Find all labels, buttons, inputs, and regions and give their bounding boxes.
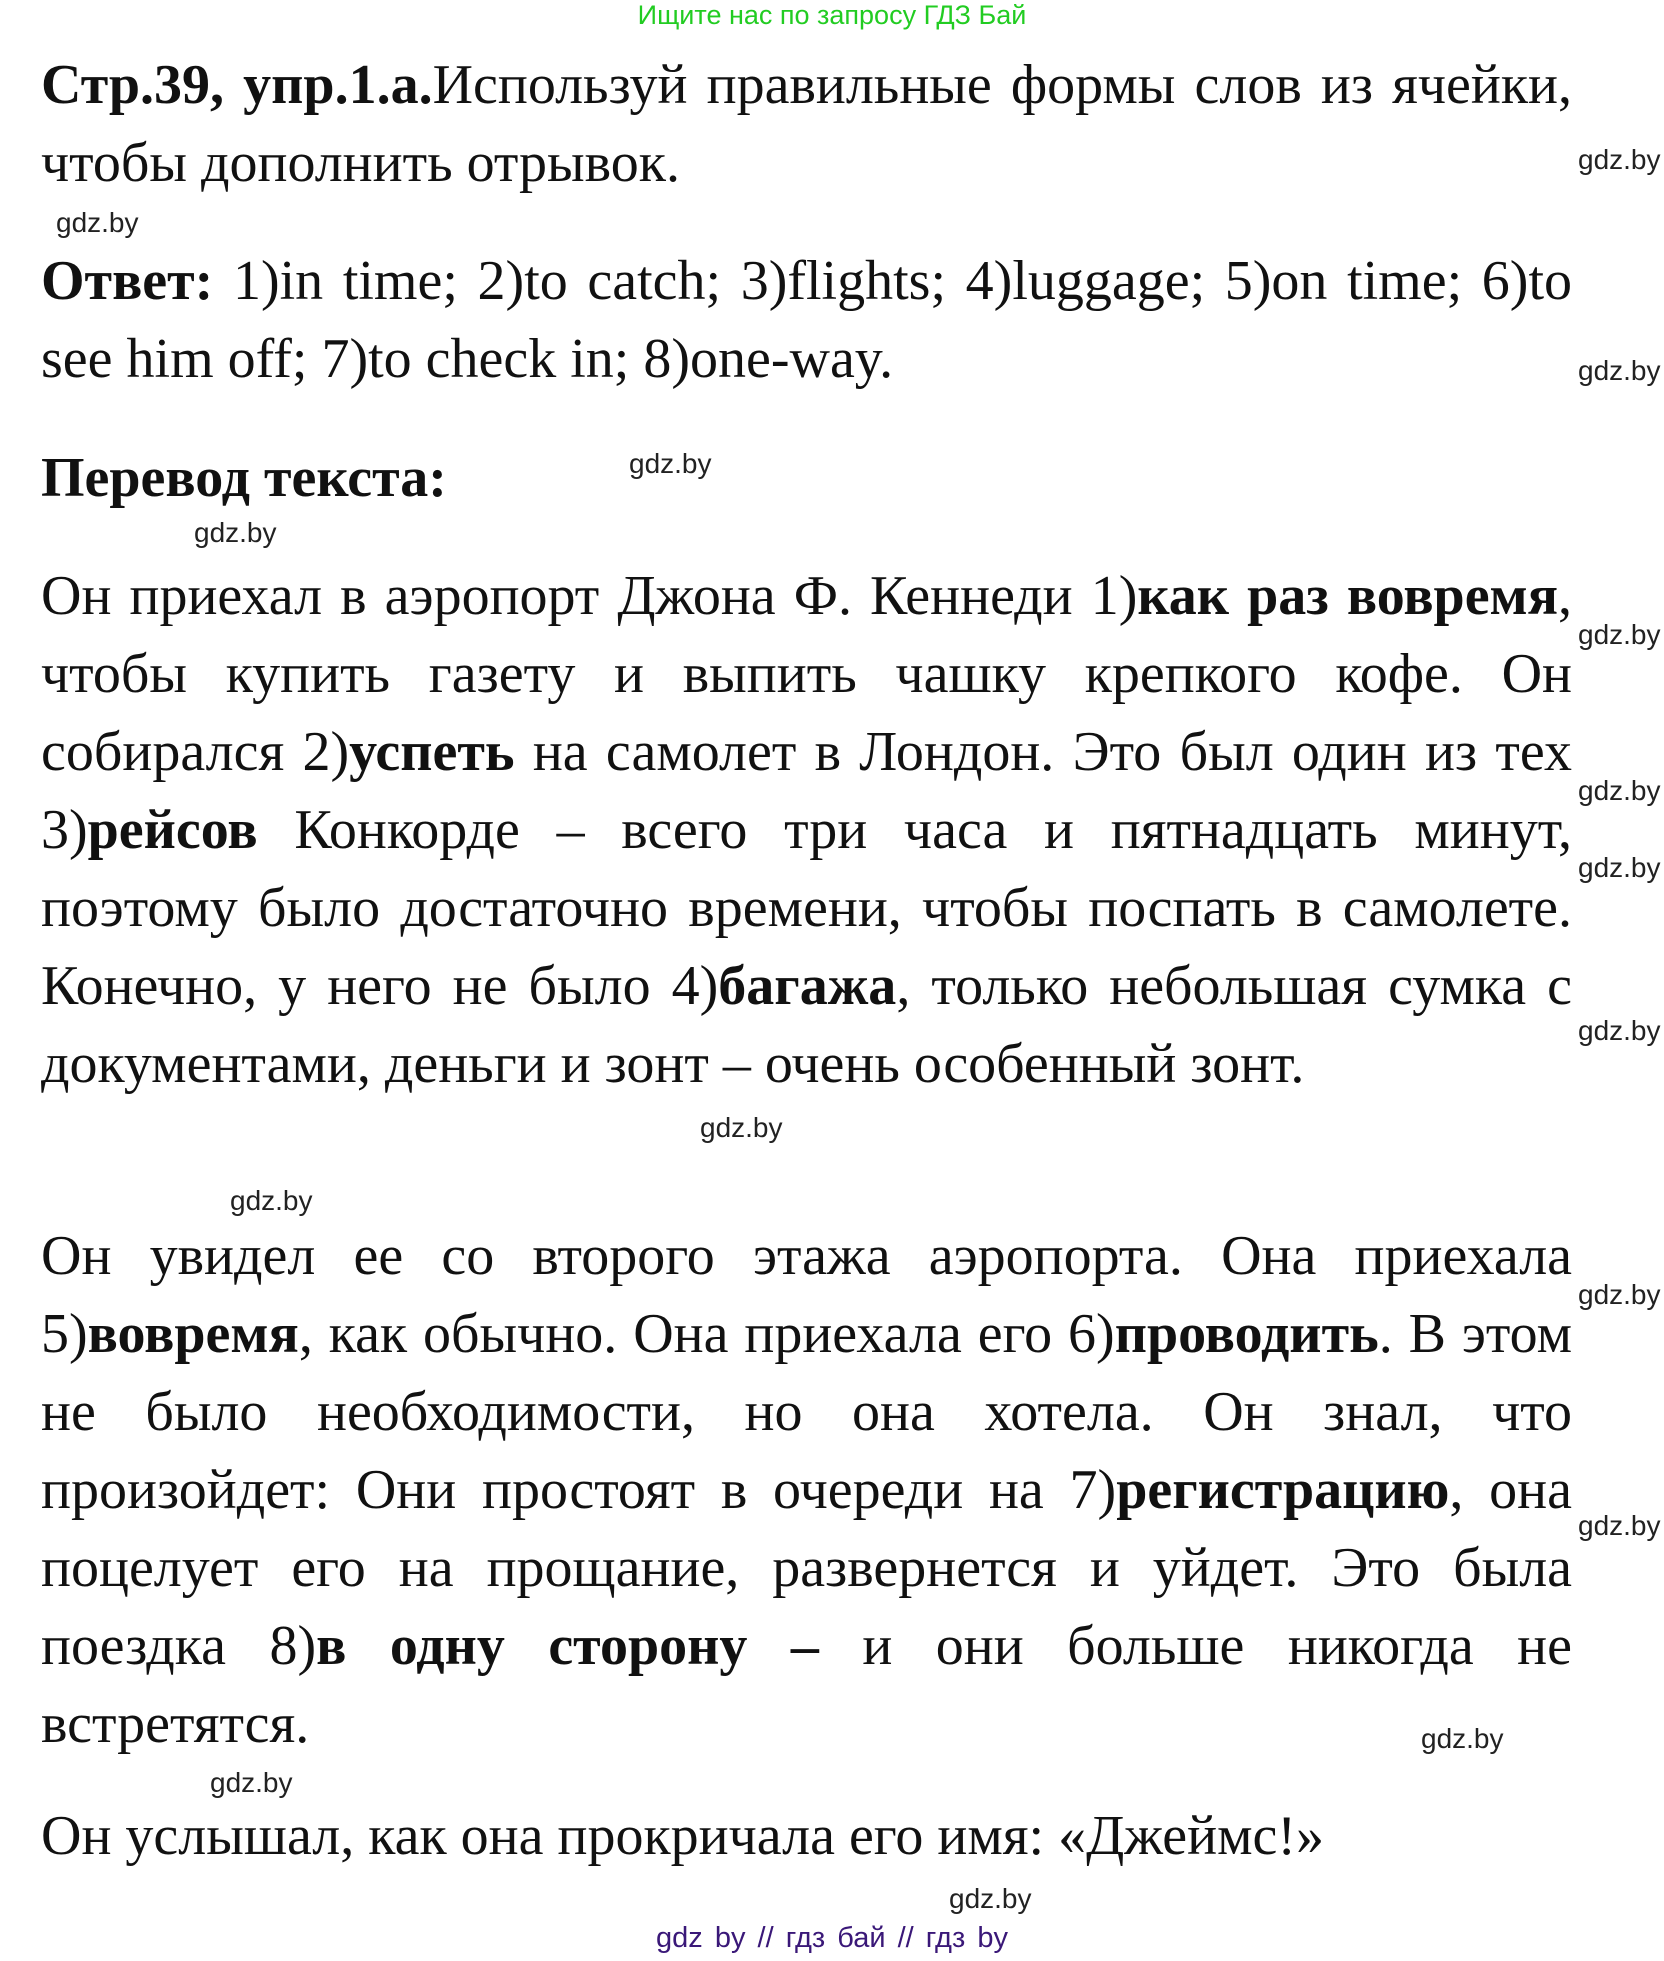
- task-statement: [41, 46, 1572, 202]
- watermark: gdz.by: [194, 517, 277, 548]
- bold-text-segment: багажа: [718, 955, 897, 1017]
- watermark: gdz.by: [1578, 355, 1661, 386]
- translation-paragraph-1: [41, 557, 1572, 1103]
- text-segment: Он увидел ее со второго этажа аэропорта. Она приехала 5): [41, 1225, 1572, 1365]
- translation-heading: Перевод текста:: [41, 447, 447, 509]
- text-segment: Используй правильные формы слов из ячейки, чтобы дополнить отрывок.: [41, 54, 1572, 194]
- bold-text-segment: вовремя: [87, 1303, 299, 1365]
- watermark: gdz.by: [1578, 1015, 1661, 1046]
- bold-text-segment: рейсов: [87, 799, 258, 861]
- bold-text-segment: проводить: [1114, 1303, 1379, 1365]
- search-banner: Ищите нас по запросу ГДЗ Бай: [637, 0, 1027, 30]
- text-segment: , чтобы купить газету и выпить чашку крепкого кофе. Он собирался 2): [41, 565, 1573, 783]
- text-segment: Конкорде – всего три часа и пятнадцать минут, поэтому было достаточно времени, чтобы поспать в самолете. Конечно, у него не было 4): [41, 799, 1572, 1017]
- text-segment: 1)in time; 2)to catch; 3)flights; 4)luggage; 5)on time; 6)to see him off; 7)to check in; 8)one-way.: [41, 250, 1572, 390]
- bold-text-segment: как раз вовремя: [1137, 565, 1559, 627]
- watermark: gdz.by: [1578, 144, 1661, 175]
- watermark: gdz.by: [210, 1767, 293, 1798]
- text-segment: и они больше никогда не встретятся.: [41, 1615, 1573, 1755]
- watermark: gdz.by: [1578, 1279, 1661, 1310]
- translation-paragraph-3: [41, 1797, 1572, 1875]
- bold-text-segment: Стр.39, упр.1.а.: [41, 54, 433, 116]
- translation-paragraph-2: [41, 1217, 1572, 1763]
- watermark: gdz.by: [1578, 852, 1661, 883]
- text-segment: , она поцелует его на прощание, развернется и уйдет. Это была поездка 8): [41, 1459, 1573, 1677]
- bold-text-segment: Ответ:: [41, 250, 233, 312]
- text-segment: , только небольшая сумка с документами, деньги и зонт – очень особенный зонт.: [41, 955, 1572, 1095]
- answer: [41, 242, 1572, 398]
- watermark: gdz.by: [1578, 619, 1661, 650]
- watermark: gdz.by: [1578, 1510, 1661, 1541]
- watermark: gdz.by: [700, 1112, 783, 1143]
- bold-text-segment: в одну сторону –: [316, 1615, 819, 1677]
- watermark: gdz.by: [629, 448, 712, 479]
- text-segment: Он услышал, как она прокричала его имя: «Джеймс!»: [41, 1805, 1325, 1867]
- watermark: gdz.by: [230, 1185, 313, 1216]
- text-segment: на самолет в Лондон. Это был один из тех 3): [41, 721, 1572, 861]
- watermark: gdz.by: [1578, 775, 1661, 806]
- text-segment: Он приехал в аэропорт Джона Ф. Кеннеди 1): [41, 565, 1138, 627]
- footer-links: gdz by // гдз бай // гдз by: [656, 1922, 1008, 1954]
- bold-text-segment: успеть: [349, 721, 515, 783]
- watermark: gdz.by: [56, 207, 139, 238]
- watermark: gdz.by: [1421, 1723, 1504, 1754]
- bold-text-segment: регистрацию: [1116, 1459, 1450, 1521]
- text-segment: . В этом не было необходимости, но она хотела. Он знал, что произойдет: Они простоят в очереди на 7): [41, 1303, 1572, 1521]
- text-segment: , как обычно. Она приехала его 6): [298, 1303, 1115, 1365]
- watermark: gdz.by: [949, 1883, 1032, 1914]
